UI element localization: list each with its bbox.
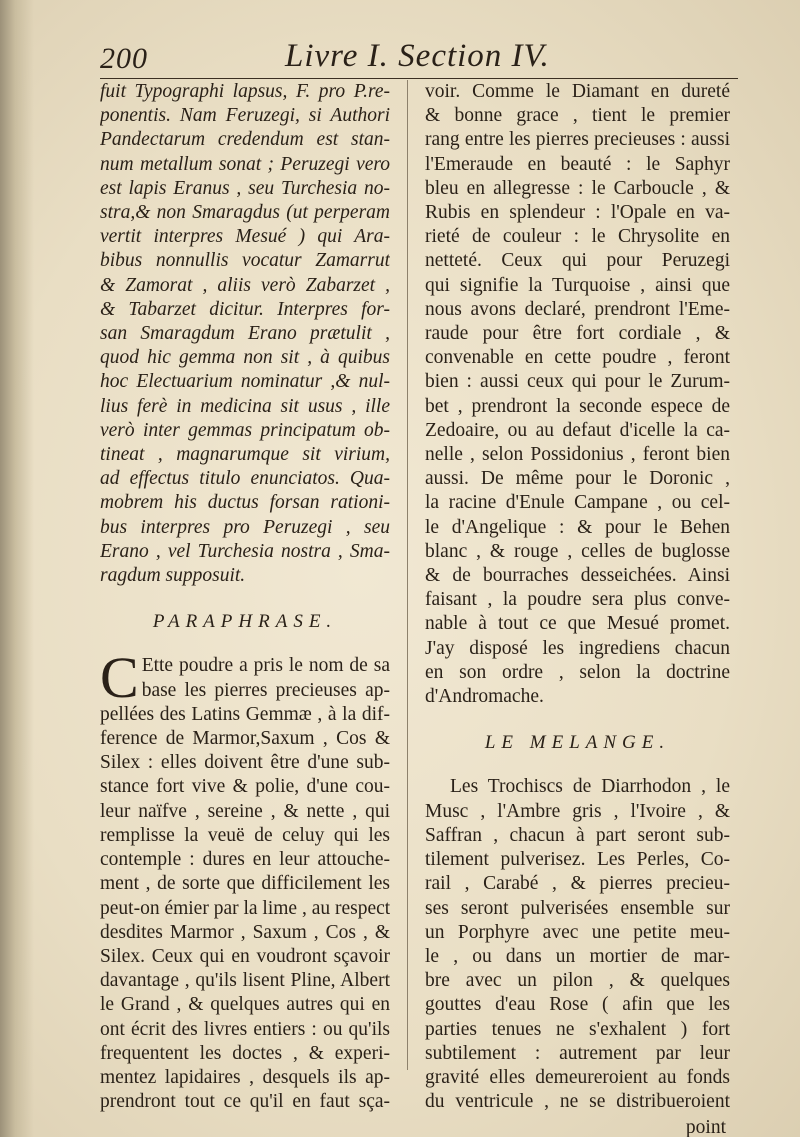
column-divider (407, 80, 408, 1070)
text-line: stance fort vive & polie, d'une cou- (100, 776, 390, 798)
text-line: bibus nonnullis vocatur Zamarrut (100, 250, 390, 272)
text-line: nous avons declaré, prendront l'Eme- (425, 298, 730, 320)
text-line: rieté de couleur : le Chrysolite en (425, 226, 730, 248)
text-line: Zedoaire, ou au defaut d'icelle la ca- (425, 419, 730, 441)
text-line: le d'Angelique : & pour le Behen (425, 516, 730, 538)
text-line: prendront tout ce qu'il en faut sça- (100, 1091, 390, 1113)
text-line: faisant , la poudre sera plus conve- (425, 589, 730, 611)
text-line: stra,& non Smaragdus (ut perperam (100, 202, 390, 224)
melange-text (425, 775, 730, 799)
text-line: bus interpres pro Peruzegi , seu (100, 516, 390, 538)
text-line: num metallum sonat ; Peruzegi vero (100, 153, 390, 175)
text-line: desdites Marmor , Saxum , Cos , & (100, 921, 390, 943)
text-line: le Grand , & quelques autres qui en (100, 994, 390, 1016)
text-line: bre avec un pilon , & quelques (425, 970, 730, 992)
page-header (100, 38, 738, 79)
text-line: bleu en allegresse : le Carboucle , & (425, 177, 730, 199)
text-line: subtilement : autrement par leur (425, 1042, 730, 1064)
paraphrase-heading: PARAPHRASE. (152, 611, 338, 633)
binding-shadow (0, 0, 34, 1137)
text-line: d'Andromache. (425, 686, 544, 708)
text-line: Silex. Ceux qui en voudront sçavoir (100, 945, 390, 967)
text-line: raude pour être fort cordiale , & (425, 323, 730, 345)
text-line: base les pierres precieuses ap- (141, 679, 390, 701)
left-column (100, 80, 390, 1114)
right-column (425, 80, 730, 1137)
continuation-text (425, 80, 730, 709)
paraphrase-text (100, 645, 390, 1114)
text-line: nable à tout ce que Mesué promet. (425, 613, 730, 635)
text-line: parties tenues ne s'exhalent ) fort (425, 1018, 730, 1040)
text-line: rang entre les pierres precieuses : aussi (425, 129, 730, 151)
text-line: netteté. Ceux qui pour Peruzegi (425, 250, 730, 272)
text-line: lius ferè in medicina sit usus , ille (100, 395, 390, 417)
text-line: Ette poudre a pris le nom de sa (141, 655, 390, 677)
text-line: ponentis. Nam Feruzegi, si Authori (100, 105, 390, 127)
text-line: voir. Comme le Diamant en dureté (425, 81, 730, 102)
text-line: blanc , & rouge , celles de buglosse (425, 540, 730, 562)
text-line: convenable en cette poudre , feront (425, 347, 730, 369)
text-line: & bonne grace , tient le premier (425, 105, 730, 127)
text-line: Erano , vel Turchesia nostra , Sma- (100, 540, 390, 562)
text-line: fuit Typographi lapsus, F. pro P.re- (100, 81, 390, 102)
text-line: verò inter gemmas principatum ob- (100, 419, 390, 441)
page-number: 200 (100, 42, 148, 75)
text-line: davantage , qu'ils lisent Pline, Albert (100, 970, 390, 992)
text-line: pellées des Latins Gemmæ , à la dif- (100, 703, 390, 725)
latin-note (100, 80, 390, 588)
text-line: leur naïfve , sereine , & nette , qui (100, 800, 390, 822)
text-line: ference de Marmor,Saxum , Cos & (100, 728, 390, 750)
text-line: san Smaragdum Erano prætulit , (100, 323, 390, 345)
text-line: Silex : elles doivent être d'une sub- (100, 752, 390, 774)
text-line: tilement pulverisez. Les Perles, Co- (425, 849, 730, 871)
text-line: gouttes d'eau Rose ( afin que les (425, 994, 730, 1016)
text-line: en son ordre , selon la doctrine (425, 661, 730, 683)
text-line: mentez lapidaires , desquels ils ap- (100, 1066, 390, 1088)
text-line: Musc , l'Ambre gris , l'Ivoire , & (425, 800, 730, 822)
drop-cap: C (100, 645, 139, 711)
text-line: bien : aussi ceux qui pour le Zurum- (425, 371, 730, 393)
text-line: & de bourraches desseichées. Ainsi (425, 565, 730, 587)
text-line: gravité elles demeureroient au fonds (425, 1066, 730, 1088)
text-line: Pandectarum credendum est stan- (100, 129, 390, 151)
text-line: du ventricule , ne se distribueroient (425, 1091, 730, 1113)
text-line: contemple : dures en leur attouche- (100, 849, 390, 871)
text-line: un Porphyre avec une petite meu- (425, 921, 730, 943)
text-line: bet , prendront la seconde espece de (425, 395, 730, 417)
text-line: est lapis Eranus , seu Turchesia no- (100, 177, 390, 199)
text-line: remplisse la veuë de celuy qui les (100, 824, 390, 846)
text-line: le , ou dans un mortier de mar- (425, 945, 730, 967)
text-line: ragdum supposuit. (100, 565, 246, 587)
text-line: aussi. De même pour le Doronic , (425, 468, 730, 490)
text-line: l'Emeraude en beauté : le Saphyr (425, 153, 730, 175)
text-line: quod hic gemma non sit , à quibus (100, 347, 390, 369)
running-title: Livre I. Section IV. (285, 38, 550, 74)
text-line: Rubis en splendeur : l'Opale en va- (425, 202, 730, 224)
melange-heading: LE MELANGE. (484, 732, 671, 754)
text-line: peut-on émier par la lime , au respect (100, 897, 390, 919)
text-line: Les Trochiscs de Diarrhodon , le (450, 776, 730, 798)
text-line: rail , Carabé , & pierres precieu- (425, 873, 730, 895)
text-line: tineat , magnarumque sit virium, (100, 444, 390, 466)
text-line: J'ay disposé les ingrediens chacun (425, 637, 730, 659)
text-line: mobrem his ductus forsan rationi- (100, 492, 390, 514)
text-line: & Zamorat , aliis verò Zabarzet , (100, 274, 390, 296)
text-line: Saffran , chacun à part seront sub- (425, 824, 730, 846)
catchword: point (685, 1117, 726, 1137)
text-line: la racine d'Enule Campane , ou cel- (425, 492, 730, 514)
text-line: & Tabarzet dicitur. Interpres for- (100, 298, 390, 320)
text-line: vertit interpres Mesué ) qui Ara- (100, 226, 390, 248)
text-line: ad effectus titulo enunciatos. Qua- (100, 468, 390, 490)
text-line: ment , de sorte que difficilement les (100, 873, 390, 895)
text-line: qui signifie la Turquoise , ainsi que (425, 274, 730, 296)
text-line: nelle , selon Possidonius , feront bien (425, 444, 730, 466)
text-line: ont écrit des livres entiers : ou qu'ils (100, 1018, 390, 1040)
text-line: ses seront pulverisées ensemble sur (425, 897, 730, 919)
text-line: hoc Electuarium nominatur ,& nul- (100, 371, 390, 393)
text-line: frequentent les doctes , & experi- (100, 1042, 390, 1064)
melange-text-body (425, 800, 730, 1115)
